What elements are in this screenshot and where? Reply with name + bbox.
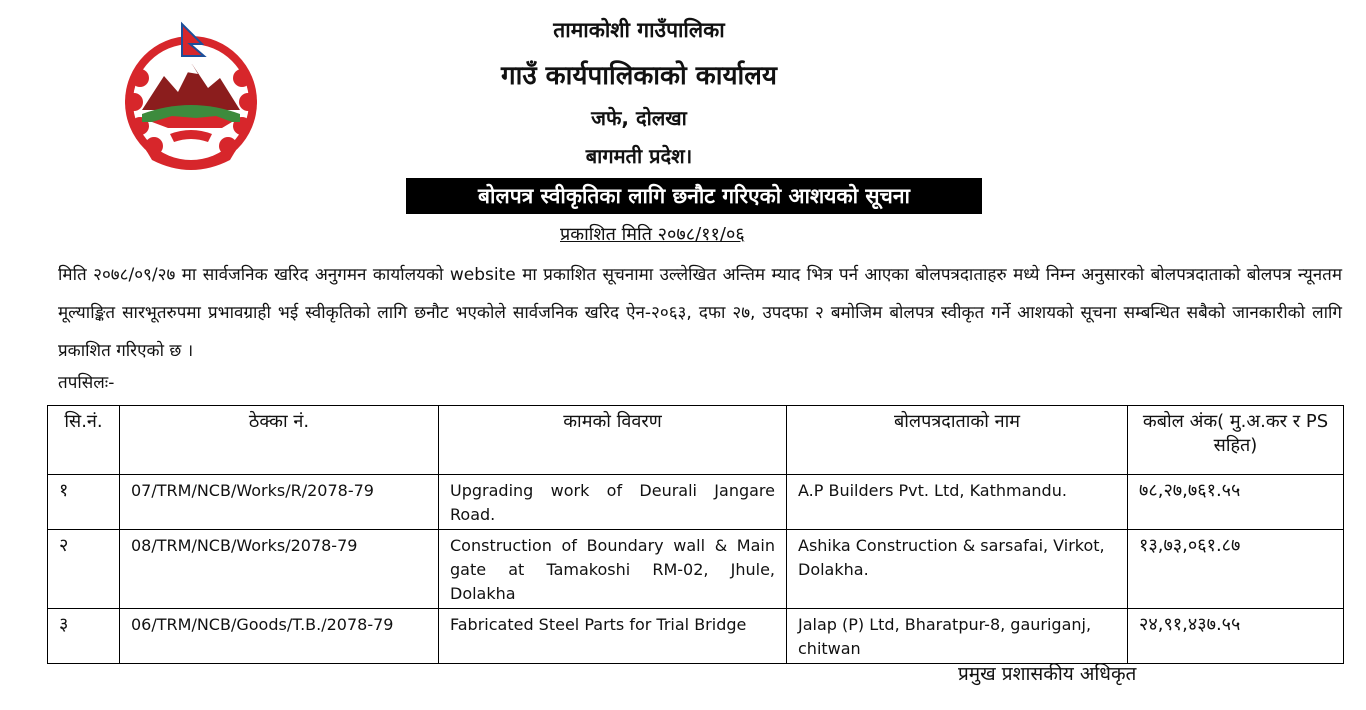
table-header-row — [48, 406, 1344, 475]
column-header-description: कामको विवरण — [439, 406, 787, 475]
cell-description: Upgrading work of Deurali Jangare Road. — [439, 475, 787, 530]
column-header-serial: सि.नं. — [48, 406, 120, 475]
cell-serial: २ — [48, 530, 120, 609]
cell-bidder: Ashika Construction & sarsafai, Virkot, Dolakha. — [787, 530, 1128, 609]
cell-contract-no: 06/TRM/NCB/Goods/T.B./2078-79 — [120, 609, 439, 664]
column-header-contract-no: ठेक्का नं. — [120, 406, 439, 475]
signatory-title: प्रमुख प्रशासकीय अधिकृत — [958, 663, 1137, 685]
cell-bidder: Jalap (P) Ltd, Bharatpur-8, gauriganj, chitwan — [787, 609, 1128, 664]
bid-selection-table — [47, 405, 1344, 664]
notice-title: बोलपत्र स्वीकृतिका लागि छनौट गरिएको आशयको सूचना — [406, 178, 982, 214]
notice-body: मिति २०७८/०९/२७ मा सार्वजनिक खरिद अनुगमन कार्यालयको website मा प्रकाशित सूचनामा उल्लेखित अन्तिम म्याद भित्र पर्न आएका बोलपत्रदाताहरु मध्ये निम्न अनुसारको बोलपत्रदाताको बोलपत्र न्यूनतम मूल्याङ्कित सारभूतरुपमा प्रभावग्राही भई स्वीकृतिको लागि छनौट भएकोले सार्वजनिक खरिद ऐन-२०६३, दफा २७, उपदफा २ बमोजिम बोलपत्र स्वीकृत गर्ने आशयको सूचना सम्बन्धित सबैको जानकारीको लागि प्रकाशित गरिएको छ । — [58, 265, 1342, 361]
municipality-name: तामाकोशी गाउँपालिका — [553, 18, 725, 42]
cell-description: Construction of Boundary wall & Main gate at Tamakoshi RM-02, Jhule, Dolakha — [439, 530, 787, 609]
column-header-bidder: बोलपत्रदाताको नाम — [787, 406, 1128, 475]
cell-description: Fabricated Steel Parts for Trial Bridge — [439, 609, 787, 664]
cell-contract-no: 08/TRM/NCB/Works/2078-79 — [120, 530, 439, 609]
table-row — [48, 609, 1344, 664]
cell-bidder: A.P Builders Pvt. Ltd, Kathmandu. — [787, 475, 1128, 530]
table-row — [48, 475, 1344, 530]
cell-contract-no: 07/TRM/NCB/Works/R/2078-79 — [120, 475, 439, 530]
office-location: जफे, दोलखा — [591, 106, 687, 130]
office-name: गाउँ कार्यपालिकाको कार्यालय — [501, 61, 777, 91]
cell-amount: १३,७३,०६१.८७ — [1128, 530, 1344, 609]
cell-serial: ३ — [48, 609, 120, 664]
published-date: प्रकाशित मिति २०७८/११/०६ — [560, 224, 745, 245]
cell-amount: ७८,२७,७६१.५५ — [1128, 475, 1344, 530]
province-name: बागमती प्रदेश। — [585, 144, 693, 168]
table-row — [48, 530, 1344, 609]
cell-serial: १ — [48, 475, 120, 530]
column-header-amount: कबोल अंक( मु.अ.कर र PS सहित) — [1128, 406, 1344, 475]
cell-amount: २४,९१,४३७.५५ — [1128, 609, 1344, 664]
details-label: तपसिलः- — [58, 373, 115, 393]
